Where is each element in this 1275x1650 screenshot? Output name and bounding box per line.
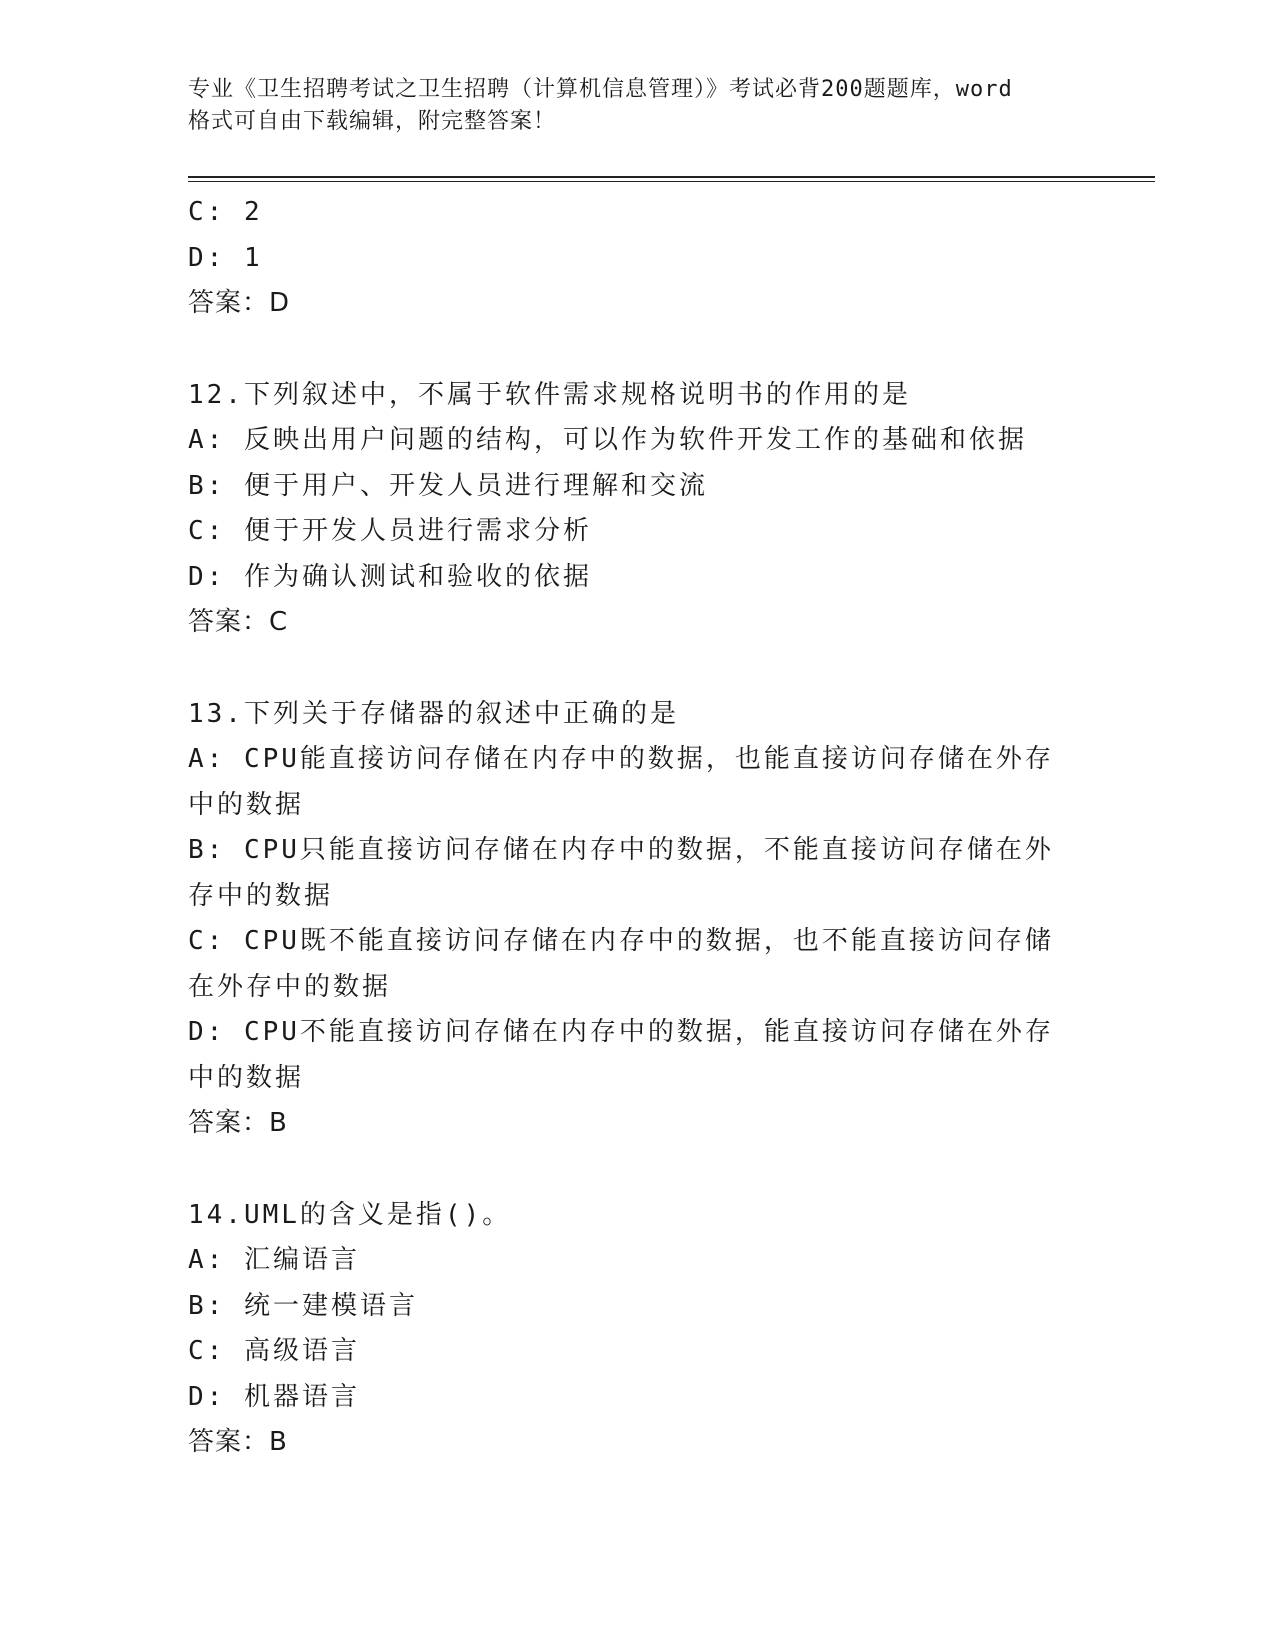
- option-b: B: CPU只能直接访问存储在内存中的数据，不能直接访问存储在外存中的数据: [188, 835, 1054, 911]
- option-d: D: CPU不能直接访问存储在内存中的数据，能直接访问存储在外存中的数据: [188, 1017, 1054, 1093]
- question-stem: 12.下列叙述中，不属于软件需求规格说明书的作用的是: [188, 379, 911, 410]
- spacer: [188, 1147, 1068, 1193]
- option-d: D: 机器语言: [188, 1381, 360, 1412]
- answer-line: 答案：C: [188, 607, 289, 637]
- answer-line: 答案：B: [188, 1108, 288, 1138]
- question-stem: 13.下列关于存储器的叙述中正确的是: [188, 698, 679, 729]
- question-14: [188, 1193, 1068, 1466]
- header-title-line1: 专业《卫生招聘考试之卫生招聘（计算机信息管理）》考试必背200题题库，word: [188, 77, 1013, 102]
- option-c: C: CPU既不能直接访问存储在内存中的数据，也不能直接访问存储在外存中的数据: [188, 926, 1054, 1002]
- header-divider: [188, 176, 1155, 182]
- previous-question: [188, 190, 1068, 327]
- option-b: B: 统一建模语言: [188, 1290, 418, 1321]
- question-13: [188, 692, 1068, 1147]
- option-b: B: 便于用户、开发人员进行理解和交流: [188, 470, 708, 501]
- option-a: A: CPU能直接访问存储在内存中的数据，也能直接访问存储在外存中的数据: [188, 744, 1054, 820]
- spacer: [188, 646, 1068, 692]
- answer-line: 答案：D: [188, 288, 291, 318]
- header-title-line2: 格式可自由下载编辑，附完整答案！: [188, 109, 557, 134]
- spacer: [188, 327, 1068, 373]
- option-d: D: 作为确认测试和验收的依据: [188, 561, 592, 592]
- page-header: [188, 74, 1088, 138]
- option-d: D: 1: [188, 242, 263, 273]
- option-c: C: 2: [188, 197, 263, 227]
- question-stem: 14.UML的含义是指()。: [188, 1199, 512, 1230]
- answer-line: 答案：B: [188, 1427, 288, 1457]
- option-c: C: 便于开发人员进行需求分析: [188, 516, 592, 546]
- option-c: C: 高级语言: [188, 1336, 360, 1366]
- question-12: [188, 373, 1068, 646]
- option-a: A: 反映出用户问题的结构，可以作为软件开发工作的基础和依据: [188, 425, 1027, 455]
- option-a: A: 汇编语言: [188, 1245, 360, 1275]
- document-body: [188, 190, 1068, 1466]
